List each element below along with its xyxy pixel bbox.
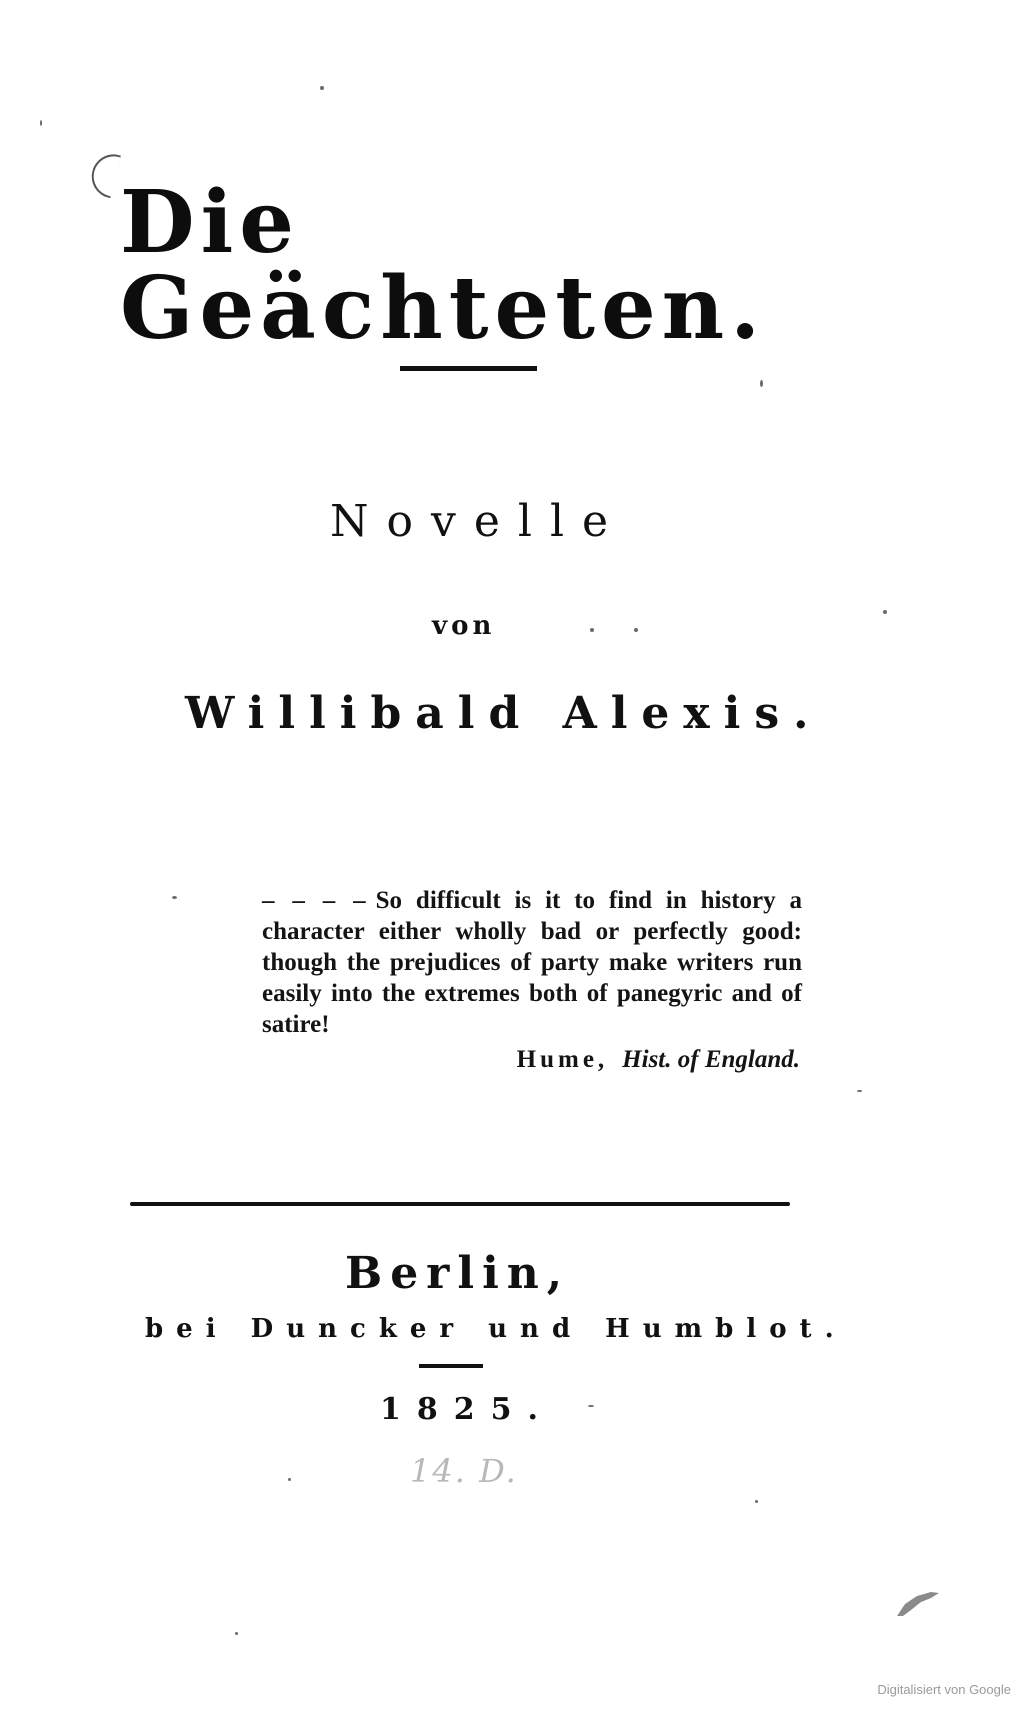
speck: [760, 380, 763, 387]
pencil-mark: [87, 150, 121, 198]
speck: [588, 1405, 594, 1407]
epigraph-attribution: [430, 1047, 800, 1072]
year-rule: [419, 1364, 483, 1368]
speck: [755, 1500, 758, 1503]
epigraph: [262, 885, 802, 1040]
ink-smudge: [895, 1590, 941, 1618]
speck: [288, 1478, 291, 1481]
attribution-work: Hist. of England.: [622, 1046, 800, 1073]
imprint-publisher: bei Duncker und Humblot.: [145, 1314, 847, 1344]
speck: [857, 1090, 862, 1092]
speck: [634, 628, 638, 632]
speck: [235, 1632, 238, 1635]
speck: [172, 896, 177, 899]
imprint-rule: [130, 1202, 790, 1206]
digitization-watermark: Digitalisiert von Google: [877, 1682, 1011, 1697]
book-subtitle: Novelle: [330, 496, 627, 547]
speck: [320, 86, 324, 90]
attribution-author: Hume,: [516, 1046, 609, 1073]
epigraph-dashes: – – – –: [262, 887, 368, 914]
author-name: Willibald Alexis.: [185, 688, 823, 739]
byline: von: [432, 611, 496, 641]
title-rule: [400, 366, 537, 371]
imprint-city: Berlin,: [345, 1248, 571, 1299]
library-shelfmark: 14. D.: [410, 1452, 518, 1490]
book-title: Die Geächteten.: [120, 172, 767, 359]
speck: [883, 610, 887, 614]
epigraph-text: So difficult is it to find in history a character either wholly bad or perfectly good: though the prejudices of party make writers run easily into the extremes both of panegyric and of satire!: [262, 887, 802, 1038]
imprint-year: 1825.: [380, 1392, 554, 1427]
speck: [40, 120, 42, 126]
speck: [590, 628, 594, 632]
